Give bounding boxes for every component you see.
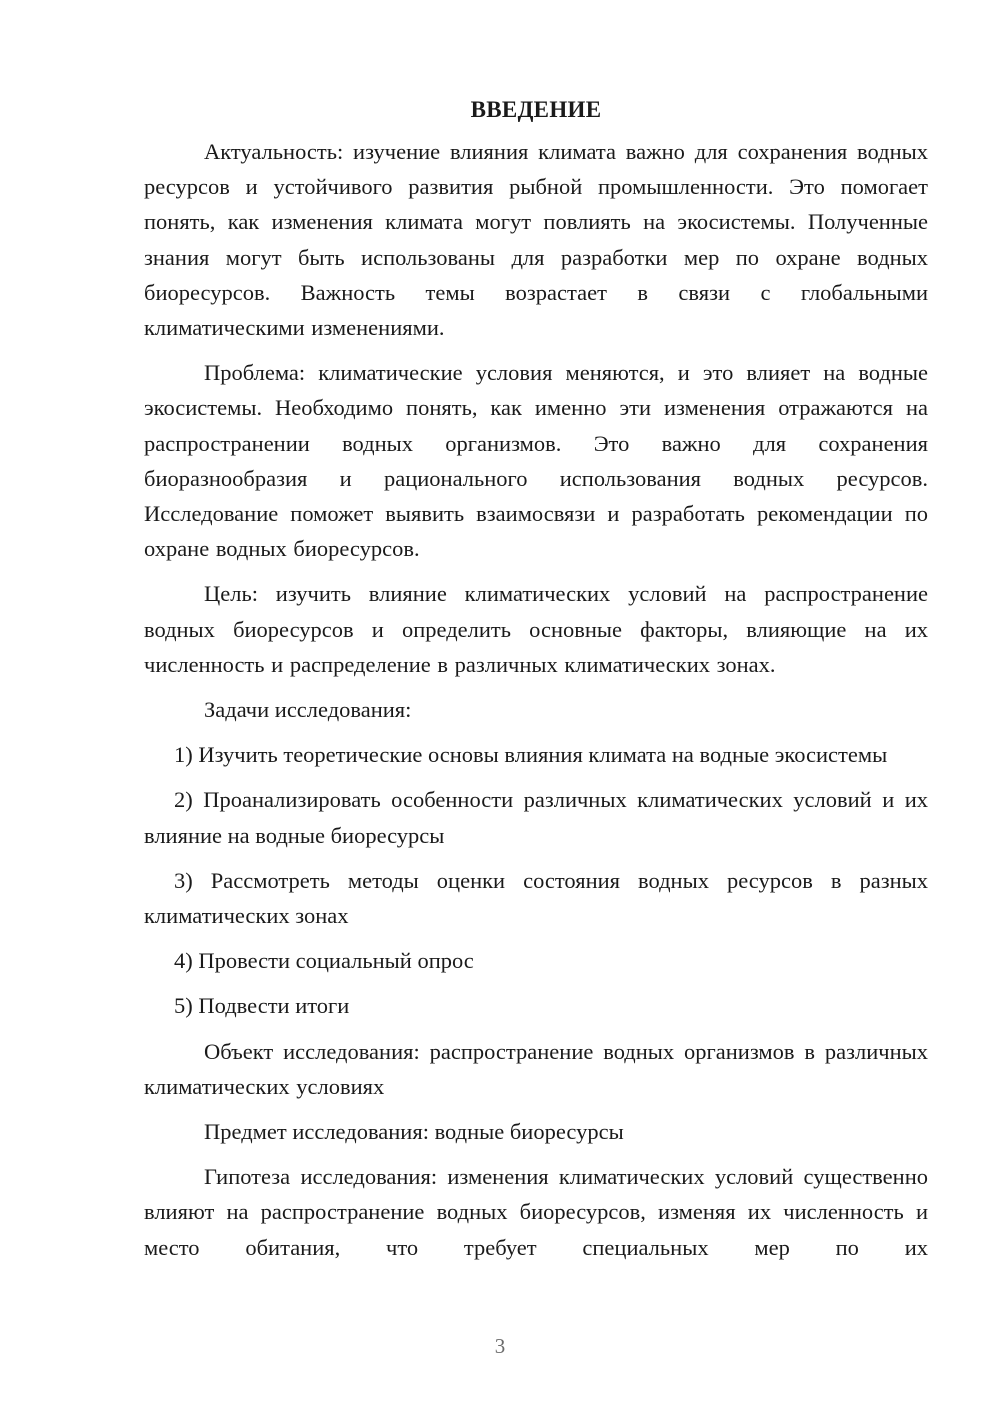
goal-paragraph: Цель: изучить влияние климатических условий на распространение водных биоресурсов и определить основные факторы, влияющие на их численность и распределение в различных климатических зонах. <box>144 581 928 677</box>
page-title: ВВЕДЕНИЕ <box>470 97 602 122</box>
task-item: 1) Изучить теоретические основы влияния климата на водные экосистемы <box>174 742 888 768</box>
task-item: 3) Рассмотреть методы оценки состояния водных ресурсов в разных климатических зонах <box>144 867 928 929</box>
problem-paragraph: Проблема: климатические условия меняются, и это влияет на водные экосистемы. Необходимо понять, как именно эти изменения отражаются на распространении водных организмов. Это важно для сохранения биоразнообразия и рационального использования водных ресурсов. Исследование поможет выявить взаимосвязи и разработать рекомендации по охране водных биоресурсов. <box>144 360 928 562</box>
tasks-heading: Задачи исследования: <box>204 697 412 723</box>
object-paragraph: Объект исследования: распространение водных организмов в различных климатических условиях <box>144 1038 928 1099</box>
relevance-paragraph: Актуальность: изучение влияния климата важно для сохранения водных ресурсов и устойчивого развития рыбной промышленности. Это помогает понять, как изменения климата могут повлиять на экосистемы. Полученные знания могут быть использованы для разработки мер по охране водных биоресурсов. Важность темы возрастает в связи с глобальными климатическими изменениями. <box>144 139 928 341</box>
task-item: 2) Проанализировать особенности различных климатических условий и их влияние на водные биоресурсы <box>144 787 928 848</box>
task-item: 4) Провести социальный опрос <box>174 948 474 974</box>
task-item: 5) Подвести итоги <box>174 993 350 1019</box>
document-page <box>144 92 928 1275</box>
hypothesis-paragraph: Гипотеза исследования: изменения климатических условий существенно влияют на распространение водных биоресурсов, изменяя их численность и место обитания, что требует специальных мер по их <box>144 1164 928 1260</box>
page-number: 3 <box>494 1334 506 1358</box>
subject-paragraph: Предмет исследования: водные биоресурсы <box>204 1119 624 1145</box>
